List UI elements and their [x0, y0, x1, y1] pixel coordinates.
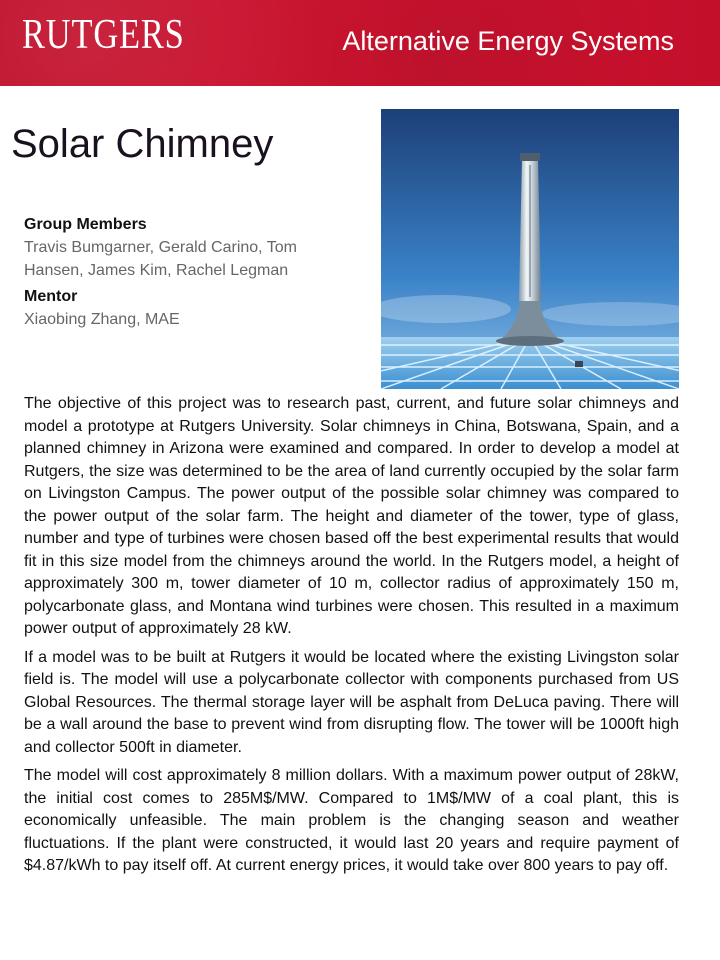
group-members-names: Travis Bumgarner, Gerald Carino, Tom Hansen, James Kim, Rachel Legman — [24, 239, 297, 279]
header-banner — [0, 0, 720, 86]
paragraph-cost: The model will cost approximately 8 million dollars. With a maximum power output of 28kW, the initial cost comes to 285M$/MW. Compared to 1M$/MW of a coal plant, this is economically unfeasible. The main problem is the changing season and weather fluctuations. If the plant were constructed, it would last 20 years and require payment of $4.87/kWh to pay itself off. At current energy prices, it would take over 800 years to pay off. — [24, 767, 679, 874]
paragraph-model-site: If a model was to be built at Rutgers it would be located where the existing Livingston solar field is. The model will use a polycarbonate collector with components purchased from US Global Resources. The thermal storage layer will be asphalt from DeLuca paving. There will be a wall around the base to prevent wind from disrupting flow. The tower will be 1000ft high and collector 500ft in diameter. — [24, 648, 679, 756]
mentor-heading: Mentor — [24, 288, 78, 305]
rutgers-logo: RUTGERS — [22, 12, 185, 58]
body-text — [24, 393, 679, 884]
page-title: Solar Chimney — [11, 122, 274, 166]
team-info — [24, 214, 324, 335]
solar-chimney-image — [381, 109, 679, 389]
mentor-name: Xiaobing Zhang, MAE — [24, 311, 180, 328]
group-members-heading: Group Members — [24, 216, 147, 233]
header-title: Alternative Energy Systems — [342, 26, 674, 56]
paragraph-objective: The objective of this project was to research past, current, and future solar chimneys and model a prototype at Rutgers University. Solar chimneys in China, Botswana, Spain, and a planned chimney in Arizona were examined and compared. In order to develop a model at Rutgers, the size was determined to be the area of land currently occupied by the solar farm on Livingston Campus. The power output of the possible solar chimney was compared to the power output of the solar farm. The height and diameter of the tower, type of glass, number and type of turbines were chosen based off the best experimental results that would fit in this size model from the chimneys around the world. In the Rutgers model, a height of approximately 300 m, tower diameter of 10 m, collector radius of approximately 150 m, polycarbonate glass, and Montana wind turbines were chosen. This resulted in a maximum power output of approximately 28 kW. — [24, 395, 679, 637]
